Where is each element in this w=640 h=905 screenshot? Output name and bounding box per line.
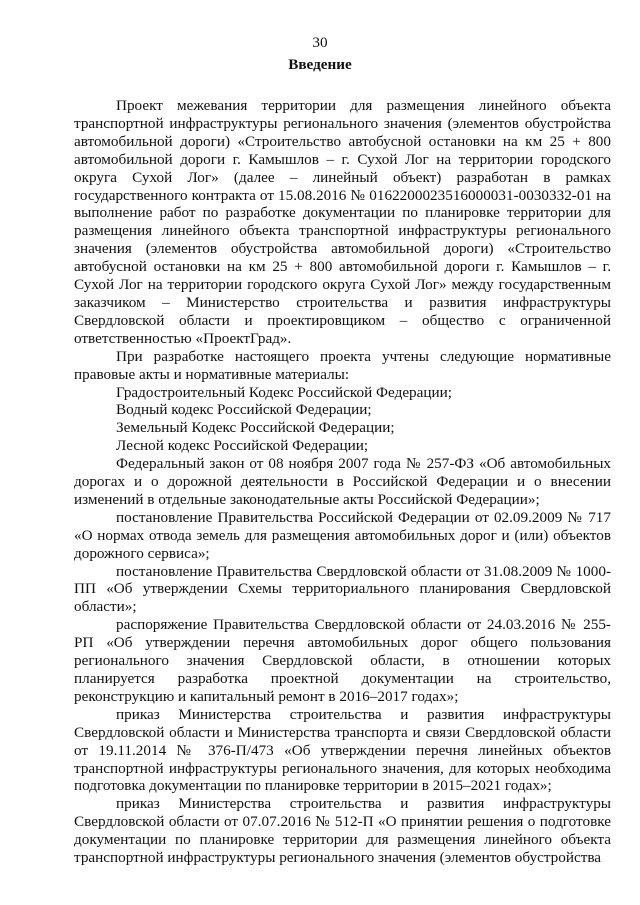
- list-item-decree-717: постановление Правительства Российской Федерации от 02.09.2009 № 717 «О нормах отвода земель для размещения автомобильных дорог и (или) объектов дорожного сервиса»;: [74, 508, 611, 562]
- list-item-land-code: Земельный Кодекс Российской Федерации;: [116, 419, 395, 437]
- list-item-forest-code: Лесной кодекс Российской Федерации;: [116, 437, 369, 455]
- list-item-town-planning-code: Градостроительный Кодекс Российской Федерации;: [116, 383, 452, 401]
- section-title: Введение: [288, 56, 352, 73]
- list-item-federal-law-257: Федеральный закон от 08 ноября 2007 года № 257-ФЗ «Об автомобильных дорогах и о дорожной деятельности в Российской Федерации и о внесении изменений в отдельные законодательные акты Российской Федерации»;: [74, 455, 611, 508]
- list-item-order-512: приказ Министерства строительства и развития инфраструктуры Свердловской области от 07.07.2016 № 512-П «О принятии решения о подготовке документации по планировке территории для размещения линейного объекта транспортной инфраструктуры регионального значения (элементов обустройства: [74, 795, 611, 867]
- list-item-water-code: Водный кодекс Российской Федерации;: [116, 401, 372, 419]
- page-number: 30: [312, 34, 328, 51]
- paragraph-normative-acts-lead: При разработке настоящего проекта учтены следующие нормативные правовые акты и нормативные материалы:: [74, 347, 611, 383]
- list-item-order-255-rp: распоряжение Правительства Свердловской области от 24.03.2016 № 255-РП «Об утверждении перечня автомобильных дорог общего пользования регионального значения Свердловской области, в отношении которых планируется разработка проектной документации на строительство, реконструкцию и капитальный ремонт в 2016–2017 годах»;: [74, 616, 611, 705]
- list-item-order-376: приказ Министерства строительства и развития инфраструктуры Свердловской области и Министерства транспорта и связи Свердловской области от 19.11.2014 № 376-П/473 «Об утверждении перечня линейных объектов транспортной инфраструктуры регионального значения, для которых необходима подготовка документации по планировке территории в 2015–2021 годах»;: [74, 705, 611, 795]
- body-text: [74, 97, 611, 867]
- list-item-decree-1000-pp: постановление Правительства Свердловской области от 31.08.2009 № 1000-ПП «Об утверждении Схемы территориального планирования Свердловской области»;: [74, 562, 611, 616]
- paragraph-intro: Проект межевания территории для размещения линейного объекта транспортной инфраструктуры регионального значения (элементов обустройства автомобильной дороги) «Строительство автобусной остановки на км 25 + 800 автомобильной дороги г. Камышлов – г. Сухой Лог на территории городского округа Сухой Лог» (далее – линейный объект) разработан в рамках государственного контракта от 15.08.2016 № 0162200023516000031-0030332-01 на выполнение работ по разработке документации по планировке территории для размещения линейного объекта транспортной инфраструктуры регионального значения (элементов обустройства автомобильной дороги) «Строительство автобусной остановки на км 25 + 800 автомобильной дороги г. Камышлов – г. Сухой Лог на территории городского округа Сухой Лог» между государственным заказчиком – Министерство строительства и развития инфраструктуры Свердловской области и проектировщиком – общество с ограниченной ответственностью «ПроектГрад».: [74, 97, 611, 347]
